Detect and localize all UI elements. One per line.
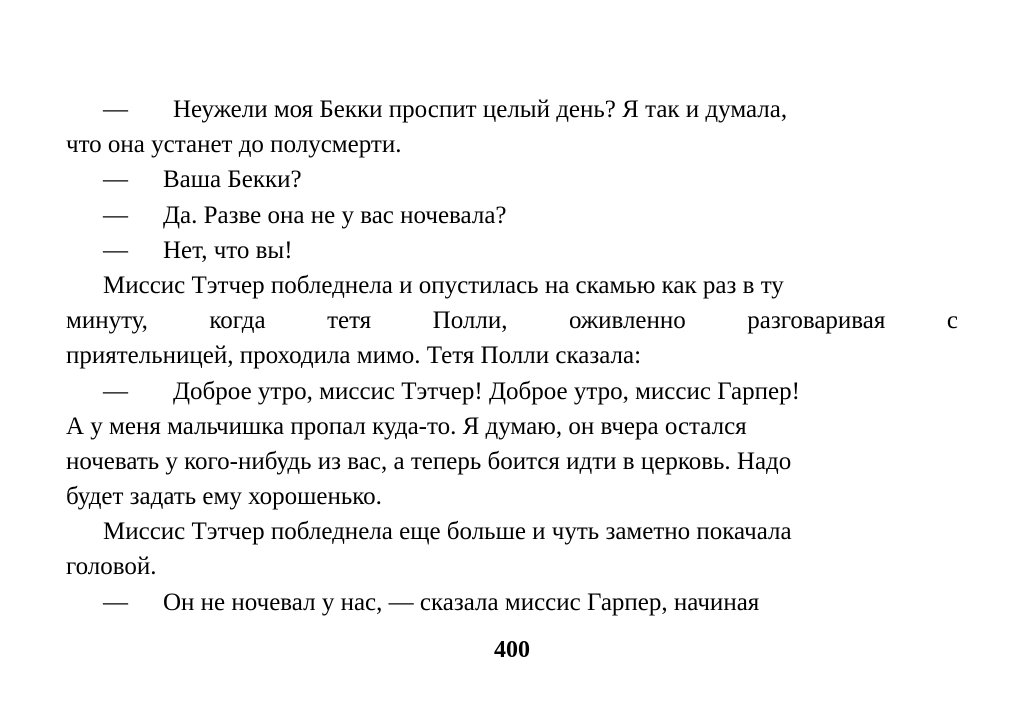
line-text: Ваша Бекки? (163, 166, 302, 194)
line-text: Нет, что вы! (163, 236, 293, 264)
text-line: приятельницей, проходила мимо. Тетя Полли сказала: (66, 342, 642, 370)
em-dash: — (103, 588, 128, 616)
text-line: головой. (66, 553, 157, 581)
em-dash: — (103, 96, 128, 123)
line-text: Доброе утро, миссис Тэтчер! Доброе утро, миссис Гарпер! (173, 377, 800, 405)
text-line: Миссис Тэтчер побледнела и опустилась на скамью как раз в ту (103, 271, 784, 299)
justified-line (66, 303, 958, 338)
line-text: Он не ночевал у нас, — сказала миссис Гарпер, начиная (163, 588, 760, 616)
word: с (946, 307, 958, 335)
text-line: ночевать у кого-нибудь из вас, а теперь боится идти в церковь. Надо (66, 447, 792, 475)
em-dash: — (103, 166, 128, 194)
dialogue-line (66, 198, 958, 233)
word: разговаривая (747, 307, 886, 335)
em-dash: — (103, 201, 128, 229)
word: минуту, (66, 307, 148, 335)
line-text: Неужели моя Бекки проспит целый день? Я так и думала, (173, 96, 788, 123)
dialogue-line (66, 374, 958, 409)
dialogue-line (66, 233, 958, 268)
dialogue-line (66, 92, 958, 127)
text-line: А у меня мальчишка пропал куда-то. Я думаю, он вчера остался (66, 412, 747, 440)
text-line: что она устанет до полусмерти. (66, 131, 402, 159)
dialogue-line (66, 162, 958, 197)
word: когда (209, 307, 266, 335)
page-number: 400 (494, 637, 530, 663)
text-line: Миссис Тэтчер побледнела еще больше и чуть заметно покачала (103, 518, 792, 546)
em-dash: — (103, 236, 128, 264)
dialogue-line (66, 585, 958, 620)
text-line: будет задать ему хорошенько. (66, 483, 382, 511)
line-text: Да. Разве она не у вас ночевала? (163, 201, 507, 229)
word: оживленно (568, 307, 686, 335)
word: Полли, (432, 307, 508, 335)
em-dash: — (103, 377, 128, 405)
word: тетя (327, 307, 372, 335)
body-text (66, 92, 958, 620)
